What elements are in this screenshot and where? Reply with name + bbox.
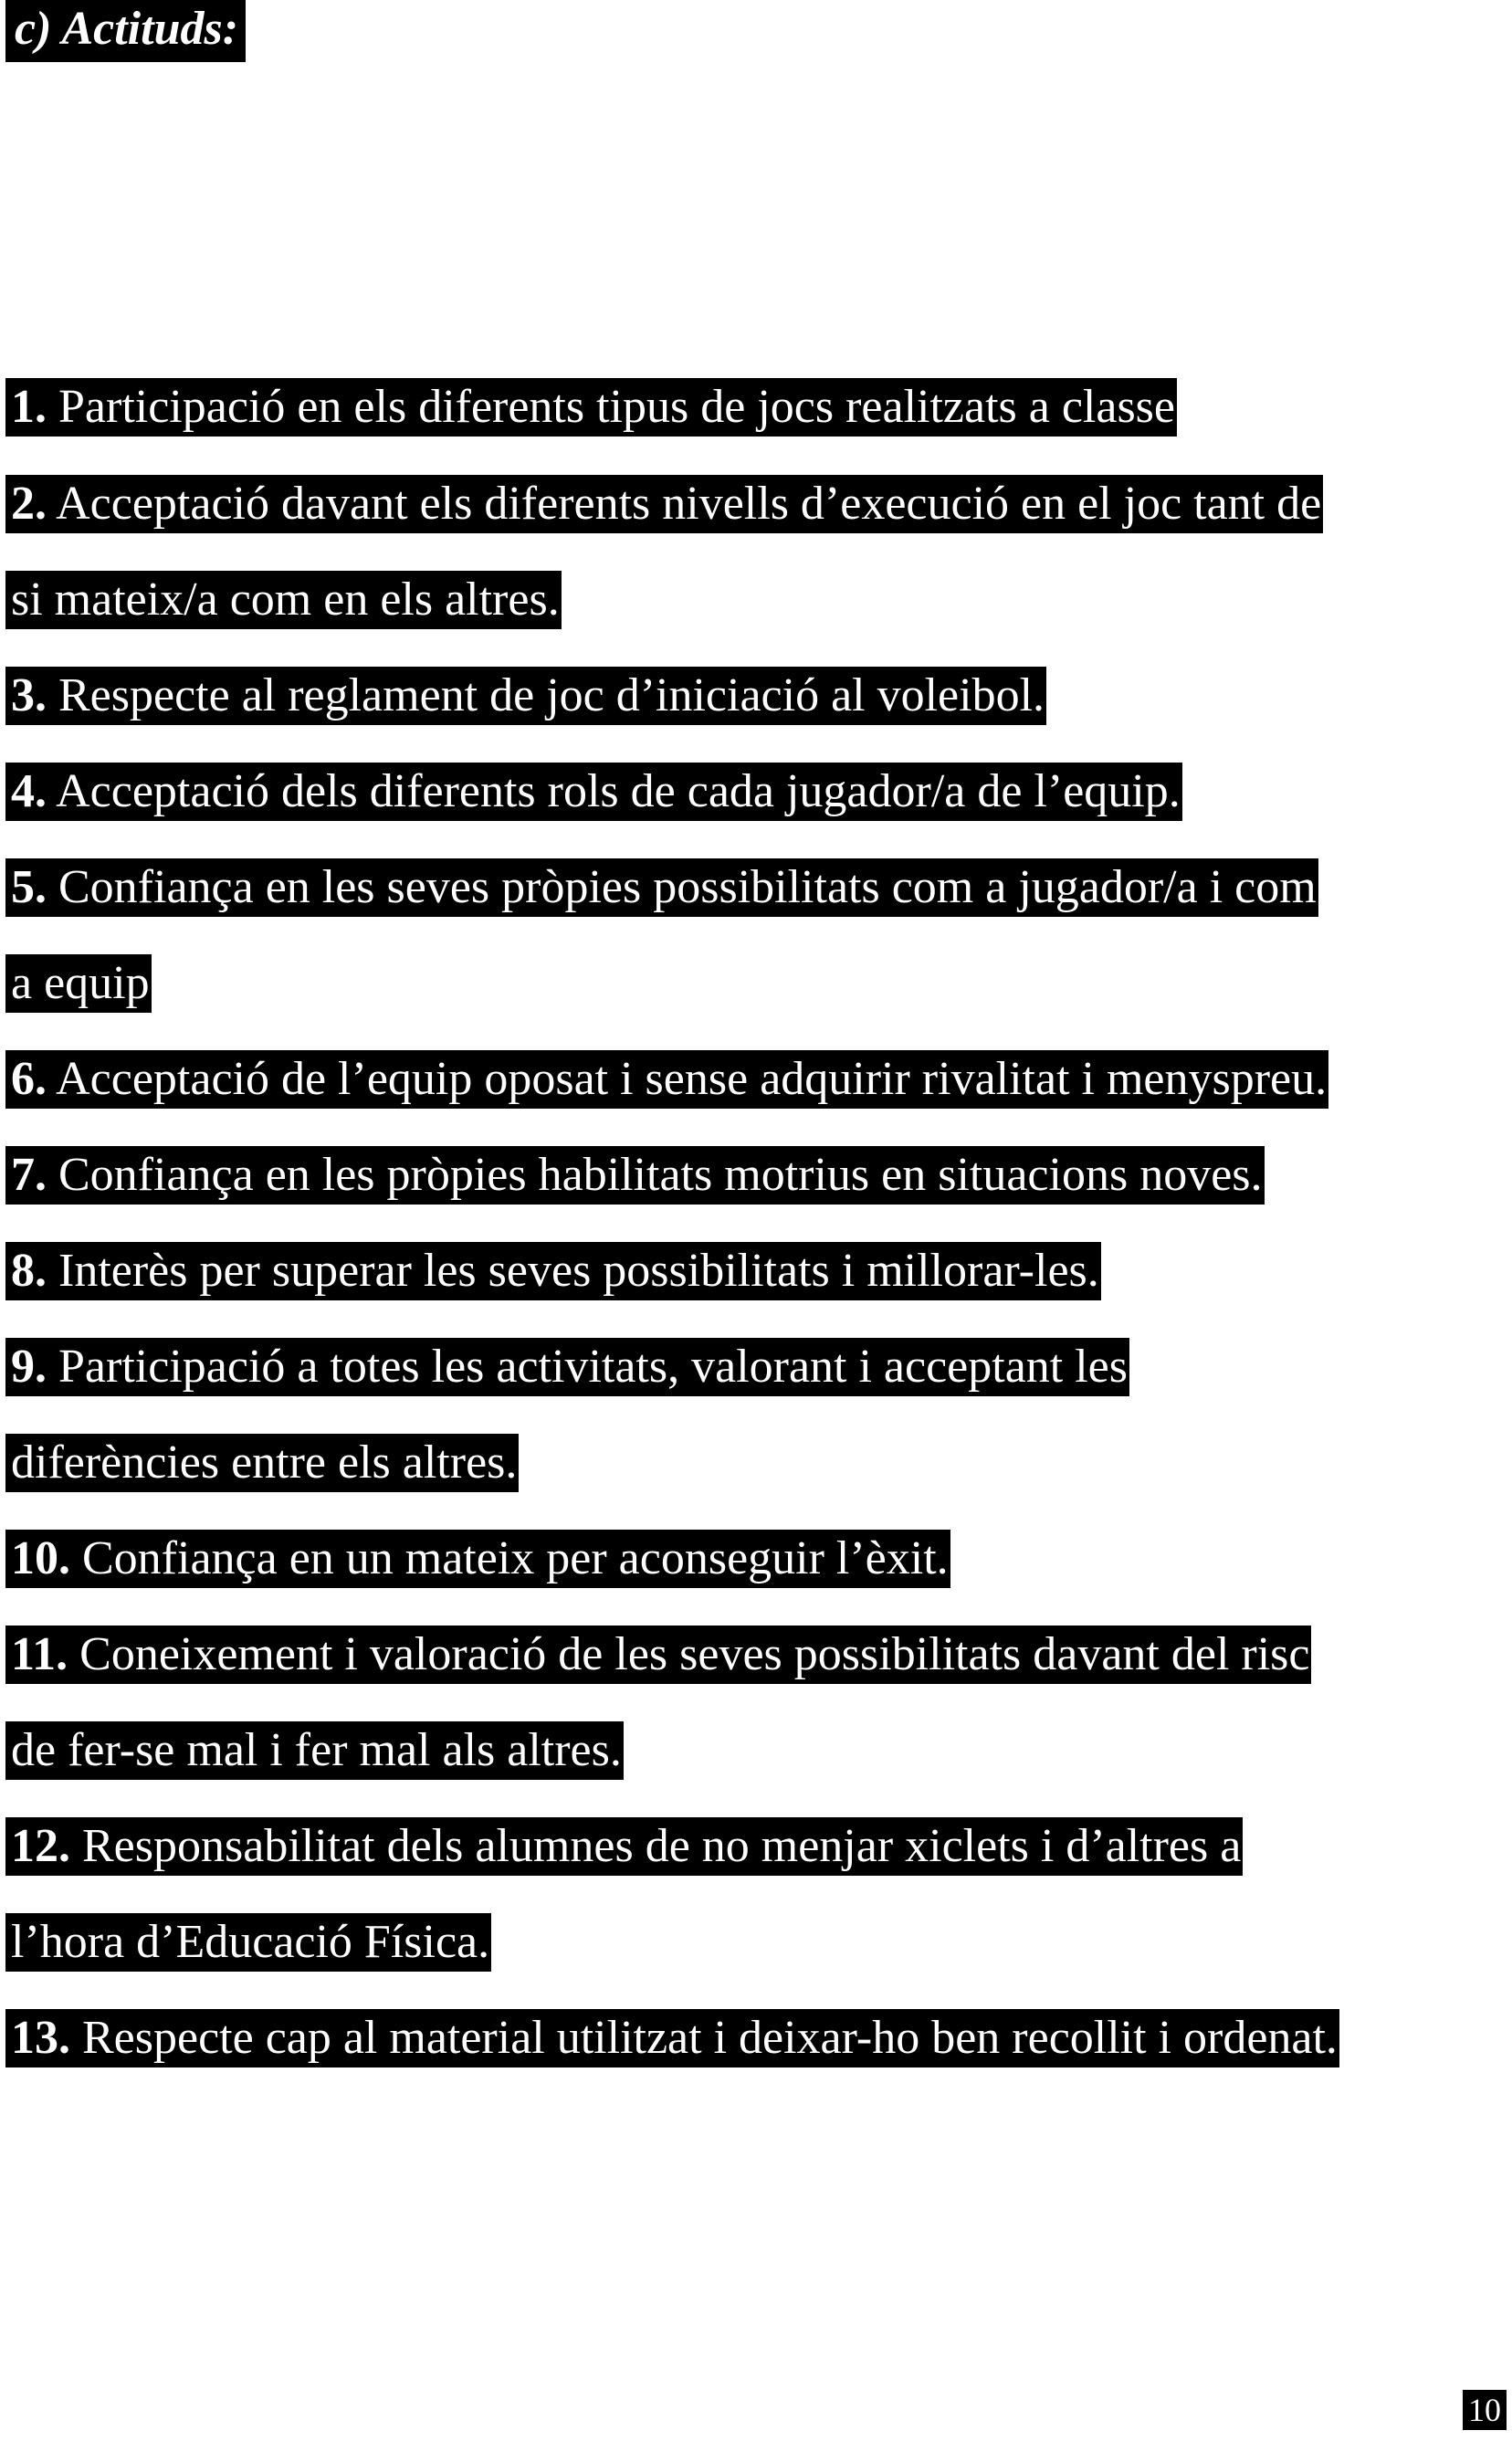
section-heading: c) Actituds: bbox=[5, 0, 246, 62]
item-text: Coneixement i valoració de les seves possibilitats davant del risc bbox=[68, 1628, 1310, 1680]
item-number: 1. bbox=[11, 381, 47, 433]
item-text: Respecte al reglament de joc d’iniciació al voleibol. bbox=[47, 669, 1045, 721]
list-item bbox=[5, 1242, 1101, 1300]
item-number: 7. bbox=[11, 1149, 47, 1201]
list-item bbox=[5, 954, 152, 1013]
item-number: 10. bbox=[11, 1532, 70, 1584]
list-item bbox=[5, 1913, 491, 1972]
list-item bbox=[5, 1434, 519, 1492]
list-item bbox=[5, 858, 1318, 917]
item-text: a equip bbox=[11, 957, 150, 1009]
list-item bbox=[5, 1721, 624, 1780]
page-number: 10 bbox=[1463, 2390, 1507, 2430]
list-item bbox=[5, 1626, 1311, 1684]
item-text: Participació a totes les activitats, valorant i acceptant les bbox=[47, 1341, 1128, 1393]
list-item bbox=[5, 1146, 1265, 1205]
list-item bbox=[5, 475, 1323, 533]
item-number: 8. bbox=[11, 1245, 47, 1297]
item-number: 13. bbox=[11, 2012, 70, 2064]
item-number: 11. bbox=[11, 1628, 68, 1680]
list-item bbox=[5, 1338, 1129, 1396]
item-text: Acceptació de l’equip oposat i sense adquirir rivalitat i menyspreu. bbox=[47, 1053, 1328, 1105]
list-item bbox=[5, 1530, 950, 1588]
item-number: 2. bbox=[11, 478, 47, 530]
item-number: 6. bbox=[11, 1053, 47, 1105]
list-item bbox=[5, 1050, 1328, 1109]
item-text: Confiança en les seves pròpies possibilitats com a jugador/a i com bbox=[47, 861, 1317, 913]
item-text: l’hora d’Educació Física. bbox=[11, 1916, 490, 1968]
item-text: Respecte cap al material utilitzat i deixar-ho ben recollit i ordenat. bbox=[70, 2012, 1338, 2064]
list-item bbox=[5, 1817, 1243, 1876]
item-text: Acceptació davant els diferents nivells d’execució en el joc tant de bbox=[47, 478, 1322, 530]
item-number: 9. bbox=[11, 1341, 47, 1393]
item-number: 4. bbox=[11, 765, 47, 817]
item-text: Acceptació dels diferents rols de cada jugador/a de l’equip. bbox=[47, 765, 1181, 817]
item-text: Participació en els diferents tipus de jocs realitzats a classe bbox=[47, 381, 1175, 433]
item-text: Interès per superar les seves possibilitats i millorar-les. bbox=[47, 1245, 1099, 1297]
item-text: Confiança en un mateix per aconseguir l’èxit. bbox=[70, 1532, 949, 1584]
item-text: Responsabilitat dels alumnes de no menjar xiclets i d’altres a bbox=[70, 1820, 1242, 1872]
item-number: 5. bbox=[11, 861, 47, 913]
item-number: 12. bbox=[11, 1820, 70, 1872]
item-text: si mateix/a com en els altres. bbox=[11, 573, 560, 626]
item-text: Confiança en les pròpies habilitats motrius en situacions noves. bbox=[47, 1149, 1263, 1201]
list-item bbox=[5, 378, 1177, 437]
list-item bbox=[5, 571, 562, 629]
list-item bbox=[5, 2009, 1339, 2067]
list-item bbox=[5, 763, 1182, 821]
item-text: de fer-se mal i fer mal als altres. bbox=[11, 1724, 622, 1776]
item-number: 3. bbox=[11, 669, 47, 721]
list-item bbox=[5, 667, 1046, 725]
item-text: diferències entre els altres. bbox=[11, 1436, 518, 1489]
